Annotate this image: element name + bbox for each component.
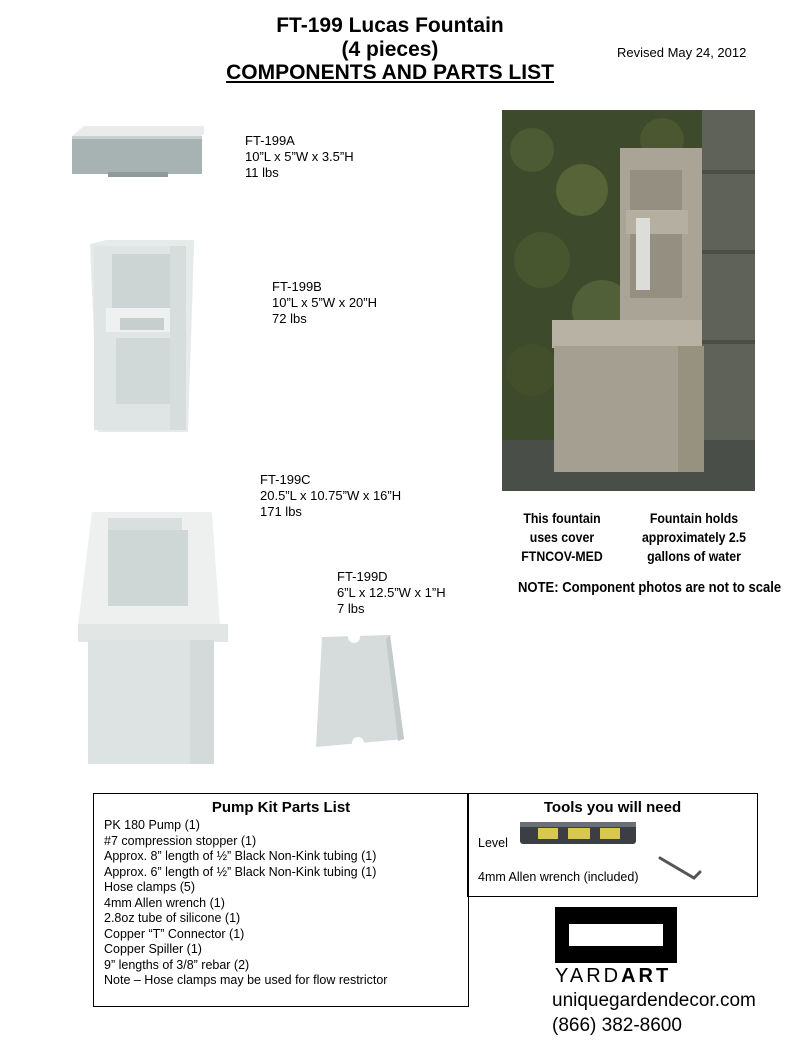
- capacity-note-line3: gallons of water: [647, 548, 741, 564]
- ft-199d-dims: 6”L x 12.5”W x 1”H: [337, 585, 446, 600]
- list-item: 4mm Allen wrench (1): [104, 895, 225, 910]
- list-item: Approx. 8” length of ½” Black Non-Kink tubing (1): [104, 849, 377, 863]
- ft-199c-specs: [260, 472, 401, 520]
- ft-199a-photo: [68, 124, 208, 180]
- list-item: #7 compression stopper (1): [104, 833, 257, 848]
- ft-199a-code: FT-199A: [245, 133, 295, 148]
- ft-199a-weight: 11 lbs: [245, 165, 279, 180]
- tools-box: [467, 793, 758, 897]
- ft-199b-code: FT-199B: [272, 279, 322, 294]
- pump-kit-list: [104, 818, 387, 989]
- tools-heading: Tools you will need: [543, 799, 682, 816]
- ft-199d-weight: 7 lbs: [337, 601, 365, 616]
- allen-wrench-label: 4mm Allen wrench (included): [478, 870, 639, 884]
- list-item: Note – Hose clamps may be used for flow restrictor: [104, 973, 388, 987]
- brand-website: uniquegardendecor.com: [552, 990, 756, 1011]
- ft-199c-dims: 20.5”L x 10.75”W x 16”H: [260, 488, 402, 503]
- ft-199d-code: FT-199D: [337, 569, 388, 584]
- list-item: Hose clamps (5): [104, 880, 195, 894]
- ft-199c-photo: [78, 508, 230, 766]
- ft-199b-photo: [86, 238, 198, 434]
- revised-date: Revised May 24, 2012: [617, 45, 747, 60]
- ft-199a-specs: [245, 133, 354, 181]
- pump-kit-heading: Pump Kit Parts List: [211, 799, 351, 816]
- ft-199b-weight: 72 lbs: [272, 311, 307, 326]
- level-tool-icon: [518, 818, 638, 848]
- capacity-note-line1: Fountain holds: [649, 510, 739, 526]
- brand-logo-text: [555, 965, 671, 988]
- cover-note-line2: uses cover: [529, 529, 595, 545]
- brand-logo-bold: ART: [621, 965, 672, 987]
- brand-logo-light: YARD: [555, 965, 622, 987]
- ft-199c-weight: 171 lbs: [260, 504, 302, 519]
- ft-199d-specs: [337, 569, 446, 617]
- allen-wrench-icon: [656, 854, 706, 888]
- list-item: 2.8oz tube of silicone (1): [104, 911, 241, 925]
- list-item: 9” lengths of 3/8” rebar (2): [104, 957, 250, 972]
- pump-kit-box: [93, 793, 469, 1007]
- ft-199b-specs: [272, 279, 377, 327]
- ft-199b-dims: 10”L x 5”W x 20”H: [272, 295, 377, 310]
- ft-199d-photo: [312, 633, 406, 749]
- page-heading: COMPONENTS AND PARTS LIST: [226, 61, 554, 84]
- capacity-note: [632, 509, 755, 566]
- page-subtitle: (4 pieces): [341, 38, 439, 61]
- cover-note-line3: FTNCOV-MED: [521, 548, 603, 564]
- yardart-logo-mark: [555, 907, 677, 963]
- ft-199c-code: FT-199C: [260, 472, 311, 487]
- list-item: Copper “T” Connector (1): [104, 926, 245, 941]
- level-label: Level: [478, 836, 508, 850]
- cover-note-line1: This fountain: [523, 510, 601, 526]
- list-item: PK 180 Pump (1): [104, 818, 200, 832]
- assembled-fountain-photo: [502, 110, 755, 491]
- capacity-note-line2: approximately 2.5: [641, 529, 747, 545]
- ft-199a-dims: 10”L x 5”W x 3.5”H: [245, 149, 354, 164]
- cover-note: [509, 509, 615, 566]
- page-title: FT-199 Lucas Fountain: [276, 14, 504, 37]
- scale-note: NOTE: Component photos are not to scale: [518, 580, 782, 596]
- brand-phone: (866) 382-8600: [552, 1015, 682, 1036]
- list-item: Copper Spiller (1): [104, 942, 202, 956]
- list-item: Approx. 6” length of ½” Black Non-Kink tubing (1): [104, 864, 377, 879]
